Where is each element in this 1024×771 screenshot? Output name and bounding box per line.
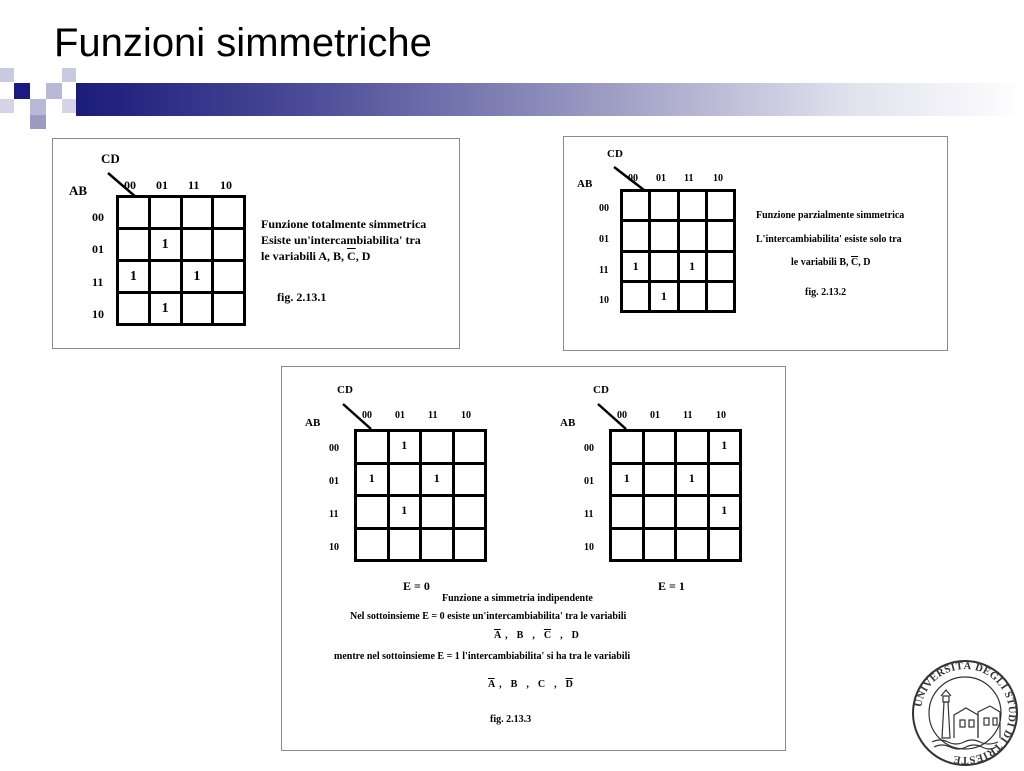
cd-label: CD — [593, 384, 609, 396]
subset-label: E = 1 — [658, 579, 685, 593]
kmap-cell — [151, 198, 180, 227]
kmap-cell — [151, 262, 180, 291]
variable: C — [537, 679, 546, 690]
kmap-cell — [612, 432, 642, 462]
description-line: Funzione parzialmente simmetrica — [756, 210, 905, 221]
kmap-cell — [623, 283, 648, 310]
kmap-cell — [214, 198, 243, 227]
karnaugh-map-e0 — [282, 367, 512, 593]
description-line: mentre nel sottoinsieme E = 1 l'intercambiabilita' si ha tra le variabili — [334, 651, 631, 662]
kmap-cell: 1 — [623, 253, 648, 280]
cd-label: CD — [337, 384, 353, 396]
row-header: 00 — [584, 443, 594, 454]
col-header: 10 — [716, 410, 726, 421]
kmap-cell: 1 — [151, 294, 180, 323]
row-header: 01 — [92, 242, 104, 256]
kmap-cell — [357, 432, 387, 462]
diagonal-line — [340, 401, 380, 431]
karnaugh-map-e1 — [537, 367, 767, 593]
negated-variable: $\overline{D}$ — [565, 679, 573, 690]
kmap-cell — [645, 530, 675, 560]
description-line: Nel sottoinsieme E = 0 esiste un'intercambiabilita' tra le variabili — [350, 611, 627, 622]
row-header: 00 — [599, 203, 609, 214]
kmap-grid — [620, 189, 736, 313]
figure-panel-1 — [52, 138, 460, 349]
description-line — [261, 249, 370, 264]
col-header: 11 — [428, 410, 438, 421]
kmap-cell — [710, 530, 740, 560]
kmap-cell: 1 — [357, 465, 387, 495]
figure-caption: fig. 2.13.2 — [805, 287, 847, 298]
description-line: Esiste un'intercambiabilita' tra — [261, 233, 421, 247]
cd-label: CD — [607, 148, 623, 160]
kmap-cell — [623, 222, 648, 249]
kmap-cell: 1 — [710, 432, 740, 462]
diagonal-line — [595, 401, 635, 431]
deco-square — [30, 99, 46, 115]
row-header: 11 — [599, 265, 609, 276]
row-header: 00 — [92, 210, 104, 224]
col-header: 01 — [656, 173, 666, 184]
kmap-cell — [183, 230, 212, 259]
figure-panel-2 — [563, 136, 948, 351]
row-header: 01 — [599, 234, 609, 245]
col-header: 00 — [362, 410, 372, 421]
col-header: 01 — [156, 178, 168, 192]
kmap-cell — [708, 283, 733, 310]
deco-square — [62, 68, 76, 82]
kmap-cell: 1 — [677, 465, 707, 495]
karnaugh-map — [564, 137, 754, 350]
col-header: 00 — [124, 178, 136, 192]
slide-title: Funzioni simmetriche — [54, 21, 432, 65]
row-header: 01 — [329, 476, 339, 487]
kmap-cell — [214, 230, 243, 259]
kmap-cell — [645, 465, 675, 495]
kmap-cell — [183, 294, 212, 323]
kmap-grid — [354, 429, 487, 562]
kmap-cell — [680, 283, 705, 310]
kmap-cell — [680, 222, 705, 249]
col-header: 00 — [617, 410, 627, 421]
row-header: 10 — [329, 542, 339, 553]
variable: D — [571, 630, 579, 641]
negated-variable: $\overline{A}$ — [494, 630, 501, 641]
negated-variable: $\overline{A}$ — [488, 679, 495, 690]
kmap-cell — [645, 497, 675, 527]
kmap-cell — [119, 230, 148, 259]
kmap-cell: 1 — [422, 465, 452, 495]
university-seal — [910, 660, 1020, 766]
figure-caption: fig. 2.13.1 — [277, 290, 327, 304]
cd-label: CD — [101, 151, 120, 166]
kmap-cell — [708, 253, 733, 280]
deco-square — [30, 115, 46, 129]
description-line: L'intercambiabilita' esiste solo tra — [756, 234, 902, 245]
row-header: 01 — [584, 476, 594, 487]
col-header: 01 — [650, 410, 660, 421]
col-header: 11 — [684, 173, 694, 184]
kmap-cell — [390, 530, 420, 560]
row-header: 10 — [584, 542, 594, 553]
kmap-cell — [183, 198, 212, 227]
row-header: 10 — [599, 295, 609, 306]
kmap-cell — [623, 192, 648, 219]
kmap-cell — [357, 530, 387, 560]
row-header: 10 — [92, 307, 104, 321]
description-text: le variabili A, B, — [261, 249, 348, 263]
kmap-cell: 1 — [390, 497, 420, 527]
col-header: 01 — [395, 410, 405, 421]
kmap-grid — [116, 195, 246, 326]
figure-panel-3 — [281, 366, 786, 751]
karnaugh-map — [53, 139, 263, 348]
col-header: 00 — [628, 173, 638, 184]
ab-label: AB — [305, 417, 321, 429]
kmap-cell: 1 — [390, 432, 420, 462]
kmap-cell — [422, 432, 452, 462]
kmap-cell — [214, 294, 243, 323]
kmap-cell — [651, 222, 676, 249]
row-header: 00 — [329, 443, 339, 454]
variables-line: $\overline{A}$ , B , $\overline{C}$ , D — [494, 630, 579, 641]
kmap-cell: 1 — [151, 230, 180, 259]
kmap-grid — [609, 429, 742, 562]
ab-label: AB — [577, 178, 593, 190]
deco-square — [0, 99, 14, 113]
description-line — [791, 257, 870, 268]
kmap-cell — [455, 465, 485, 495]
kmap-cell — [677, 497, 707, 527]
kmap-cell — [612, 497, 642, 527]
col-header: 10 — [713, 173, 723, 184]
description-text: , D — [858, 257, 871, 268]
kmap-cell: 1 — [710, 497, 740, 527]
ab-label: AB — [560, 417, 576, 429]
col-header: 11 — [188, 178, 200, 192]
kmap-cell: 1 — [612, 465, 642, 495]
variable: B — [510, 679, 518, 690]
variables-line: $\overline{A}$ , B , C , $\overline{D}$ — [488, 679, 573, 690]
seal-icon — [910, 660, 1020, 766]
description-line: Funzione totalmente simmetrica — [261, 217, 427, 231]
kmap-cell — [680, 192, 705, 219]
negated-variable: $\overline{C}$ — [347, 249, 356, 263]
ab-label: AB — [69, 183, 88, 198]
kmap-cell — [651, 253, 676, 280]
kmap-cell — [422, 497, 452, 527]
negated-variable: $\overline{C}$ — [543, 630, 552, 641]
kmap-cell — [677, 530, 707, 560]
col-header: 11 — [683, 410, 693, 421]
variable: B — [516, 630, 524, 641]
kmap-cell — [612, 530, 642, 560]
seal-ring-text: UNIVERSITÀ DEGLI STUDI DI TRIESTE — [913, 660, 1018, 766]
kmap-cell — [710, 465, 740, 495]
row-header: 11 — [584, 509, 594, 520]
kmap-cell: 1 — [119, 262, 148, 291]
kmap-cell: 1 — [183, 262, 212, 291]
kmap-cell — [651, 192, 676, 219]
row-header: 11 — [329, 509, 339, 520]
kmap-cell — [357, 497, 387, 527]
kmap-cell — [214, 262, 243, 291]
kmap-cell — [390, 465, 420, 495]
figure-title: Funzione a simmetria indipendente — [442, 593, 593, 604]
kmap-cell — [455, 432, 485, 462]
col-header: 10 — [220, 178, 232, 192]
deco-square — [62, 99, 76, 113]
kmap-cell — [677, 432, 707, 462]
kmap-cell — [455, 530, 485, 560]
kmap-cell — [645, 432, 675, 462]
kmap-cell — [708, 222, 733, 249]
kmap-cell — [119, 198, 148, 227]
deco-square — [46, 83, 62, 99]
subset-label: E = 0 — [403, 579, 430, 593]
kmap-cell: 1 — [651, 283, 676, 310]
kmap-cell — [119, 294, 148, 323]
gradient-band — [76, 83, 1024, 116]
kmap-cell — [422, 530, 452, 560]
figure-caption: fig. 2.13.3 — [490, 714, 532, 725]
row-header: 11 — [92, 275, 104, 289]
description-text: , D — [355, 249, 371, 263]
deco-square — [14, 83, 30, 99]
negated-variable: $\overline{C}$ — [851, 257, 859, 268]
description-text: le variabili B, — [791, 257, 851, 268]
kmap-cell — [455, 497, 485, 527]
col-header: 10 — [461, 410, 471, 421]
kmap-cell: 1 — [680, 253, 705, 280]
kmap-cell — [708, 192, 733, 219]
deco-square — [0, 68, 14, 82]
